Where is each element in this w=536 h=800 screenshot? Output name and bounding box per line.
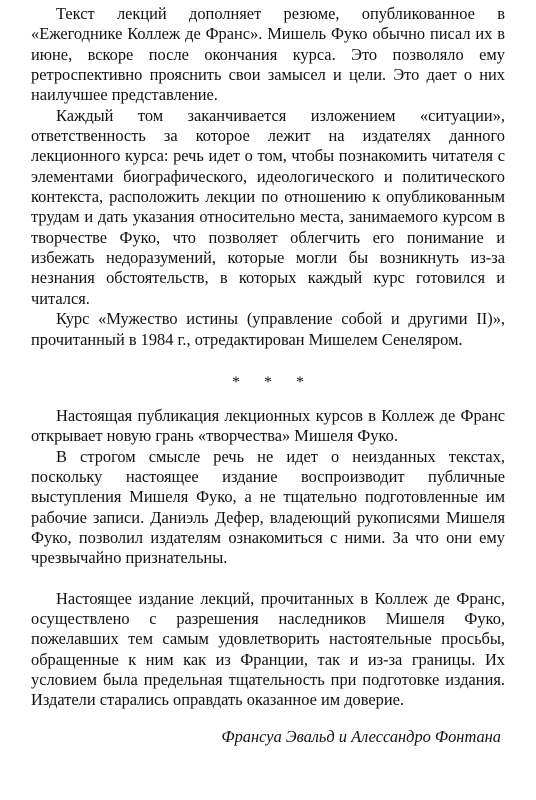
paragraph-edition-permission: Настоящее издание лекций, прочитанных в Коллеж де Франс, осуществлено с разрешения наследников Мишеля Фуко, пожелавших тем самым удовлетворить настоятельные просьбы, обращенные к ним как из Франции, так и из-за границы. Их условием была предельная тщательность при подготовке издания. Издатели старались оправдать оказанное им доверие. (31, 588, 505, 710)
paragraph-situation: Каждый том заканчивается изложением «ситуации», ответственность за которое лежит на издателях данного лекционного курса: речь идет о том, чтобы познакомить читателя с элементами биографического, идеологического и политического контекста, расположить лекции по отношению к опубликованным трудам и дать указания относительно места, занимаемого курсом в творчестве Фуко, что позволяет облегчить его понимание и избежать недоразумений, которые могли бы возникнуть из-за незнания обстоятельств, в которых каждый курс готовился и читался. (31, 105, 505, 308)
paragraph-unpublished-texts: В строгом смысле речь не идет о неизданных текстах, поскольку настоящее издание воспроизводит публичные выступления Мишеля Фуко, а не тщательно подготовленные им рабочие записи. Даниэль Дефер, владеющий рукописями Мишеля Фуко, позволил издателям ознакомиться с ними. За что они ему чрезвычайно признательны. (31, 446, 505, 568)
editors-signature: Франсуа Эвальд и Алессандро Фонтана (221, 726, 501, 746)
paragraph-lecture-texts: Текст лекций дополняет резюме, опубликованное в «Ежегоднике Коллеж де Франс». Мишель Фуко обычно писал их в июне, вскоре после окончания курса. Это позволяло ему ретроспективно прояснить свои замысел и цели. Это дает о них наилучшее представление. (31, 4, 505, 105)
paragraph-course-editor: Курс «Мужество истины (управление собой и другими II)», прочитанный в 1984 г., отредактирован Мишелем Сенеляром. (31, 309, 505, 349)
section-separator: * * * (232, 373, 314, 391)
page-body (31, 4, 505, 747)
paragraph-publication: Настоящая публикация лекционных курсов в Коллеж де Франс открывает новую грань «творчества» Мишеля Фуко. (31, 405, 505, 446)
